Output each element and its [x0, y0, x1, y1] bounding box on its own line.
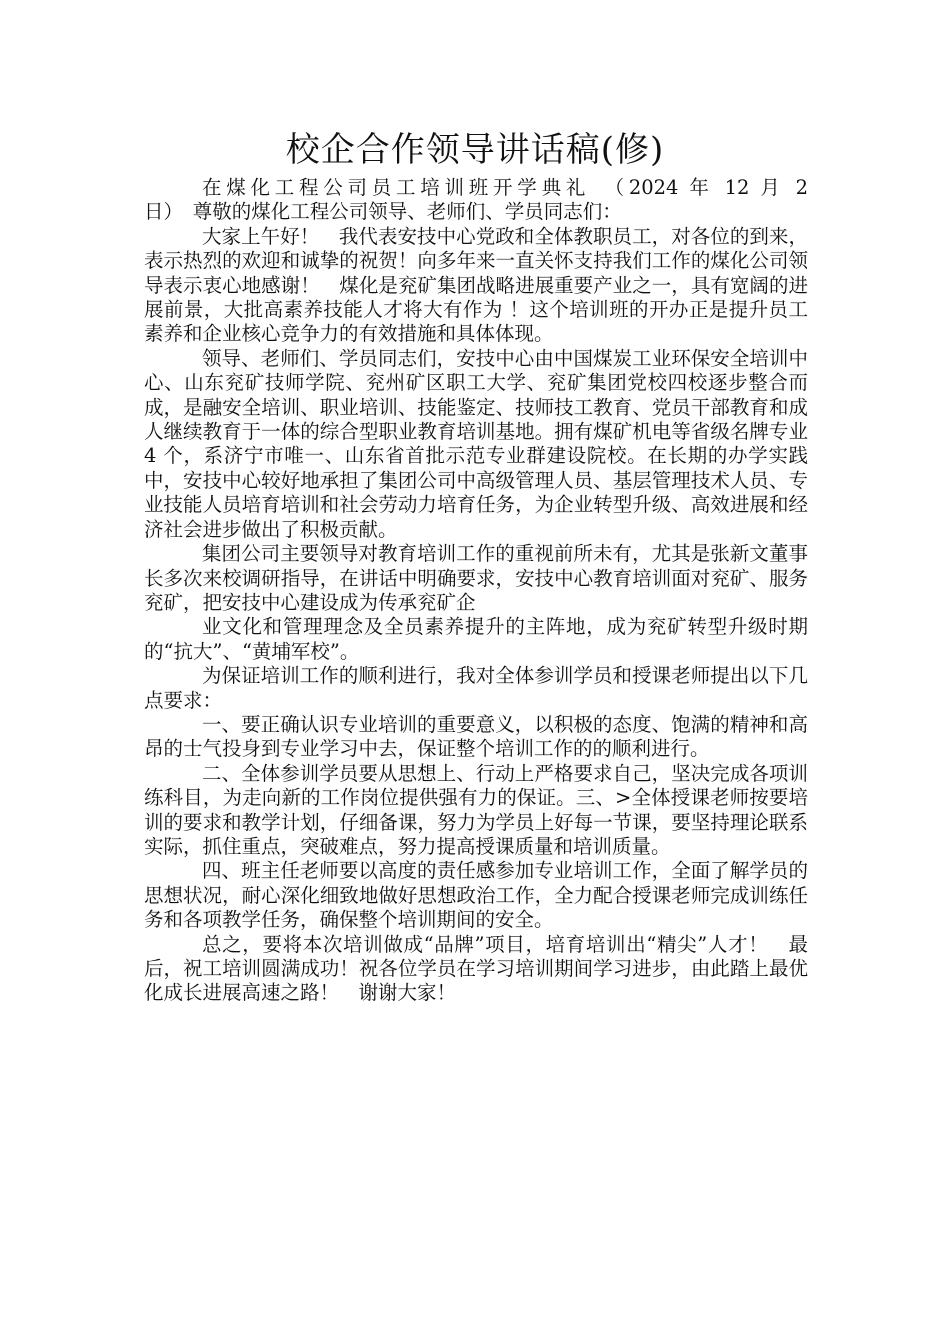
document-body: [144, 176, 808, 1006]
paragraph-leadership: 集团公司主要领导对教育培训工作的重视前所未有，尤其是张新文董事长多次来校调研指导，在讲话中明确要求，安技中心教育培训面对兖矿、服务兖矿，把安技中心建设成为传承兖矿企: [144, 542, 808, 614]
document-title: 校企合作领导讲话稿(修): [285, 130, 665, 170]
paragraph-introduction: 领导、老师们、学员同志们，安技中心由中国煤炭工业环保安全培训中心、山东兖矿技师学院、兖州矿区职工大学、兖矿集团党校四校逐步整合而成，是融安全培训、职业培训、技能鉴定、技师技工教育、党员干部教育和成人继续教育于一体的综合型职业教育培训基地。拥有煤矿机电等省级名牌专业 4 个，系济宁市唯一、山东省首批示范专业群建设院校。在长期的办学实践中，安技中心较好地承担了集团公司中高级管理人员、基层管理技术人员、专业技能人员培育培训和社会劳动力培育任务，为企业转型升级、高效进展和经济社会进步做出了积极贡献。: [144, 346, 808, 541]
paragraph-greeting: 大家上午好！ 我代表安技中心党政和全体教职员工，对各位的到来，表示热烈的欢迎和诚挚的祝贺！向多年来一直关怀支持我们工作的煤化公司领导表示衷心地感谢！ 煤化是兖矿集团战略进展重要产业之一，具有宽阔的进展前景，大批高素养技能人才将大有作为 ！这个培训班的开办正是提升员工素养和企业核心竞争力的有效措施和具体体现。: [144, 224, 808, 346]
paragraph-requirement-1: 一、要正确认识专业培训的重要意义，以积极的态度、饱满的精神和高昂的士气投身到专业学习中去，保证整个培训工作的的顺利进行。: [144, 712, 808, 761]
paragraph-occasion: 在煤化工程公司员工培训班开学典礼 （2024 年 12 月 2: [202, 176, 808, 199]
paragraph-requirement-2-3: 二、全体参训学员要从思想上、行动上严格要求自己，坚决完成各项训练科目，为走向新的工作岗位提供强有力的保证。三、>全体授课老师按要培训的要求和教学计划，仔细备课，努力为学员上好每一节课，要坚持理论联系实际，抓住重点，突破难点，努力提高授课质量和培训质量。: [144, 761, 808, 858]
paragraph-requirements-intro: 为保证培训工作的顺利进行，我对全体参训学员和授课老师提出以下几点要求：: [144, 664, 808, 712]
paragraph-salutation: 日） 尊敬的煤化工程公司领导、老师们、学员同志们：: [144, 200, 622, 224]
paragraph-requirement-4: 四、班主任老师要以高度的责任感参加专业培训工作，全面了解学员的思想状况，耐心深化细致地做好思想政治工作，全力配合授课老师完成训练任务和各项教学任务，确保整个培训期间的安全。: [144, 859, 808, 932]
paragraph-conclusion: 总之，要将本次培训做成“品牌”项目，培育培训出“精尖”人才！ 最后，祝工培训圆满成功！祝各位学员在学习培训期间学习进步，由此踏上最优化成长进展高速之路！ 谢谢大家！: [144, 932, 808, 1005]
paragraph-leadership-cont: 业文化和管理理念及全员素养提升的主阵地，成为兖矿转型升级时期的“抗大”、“黄埔军校”。: [144, 615, 808, 663]
